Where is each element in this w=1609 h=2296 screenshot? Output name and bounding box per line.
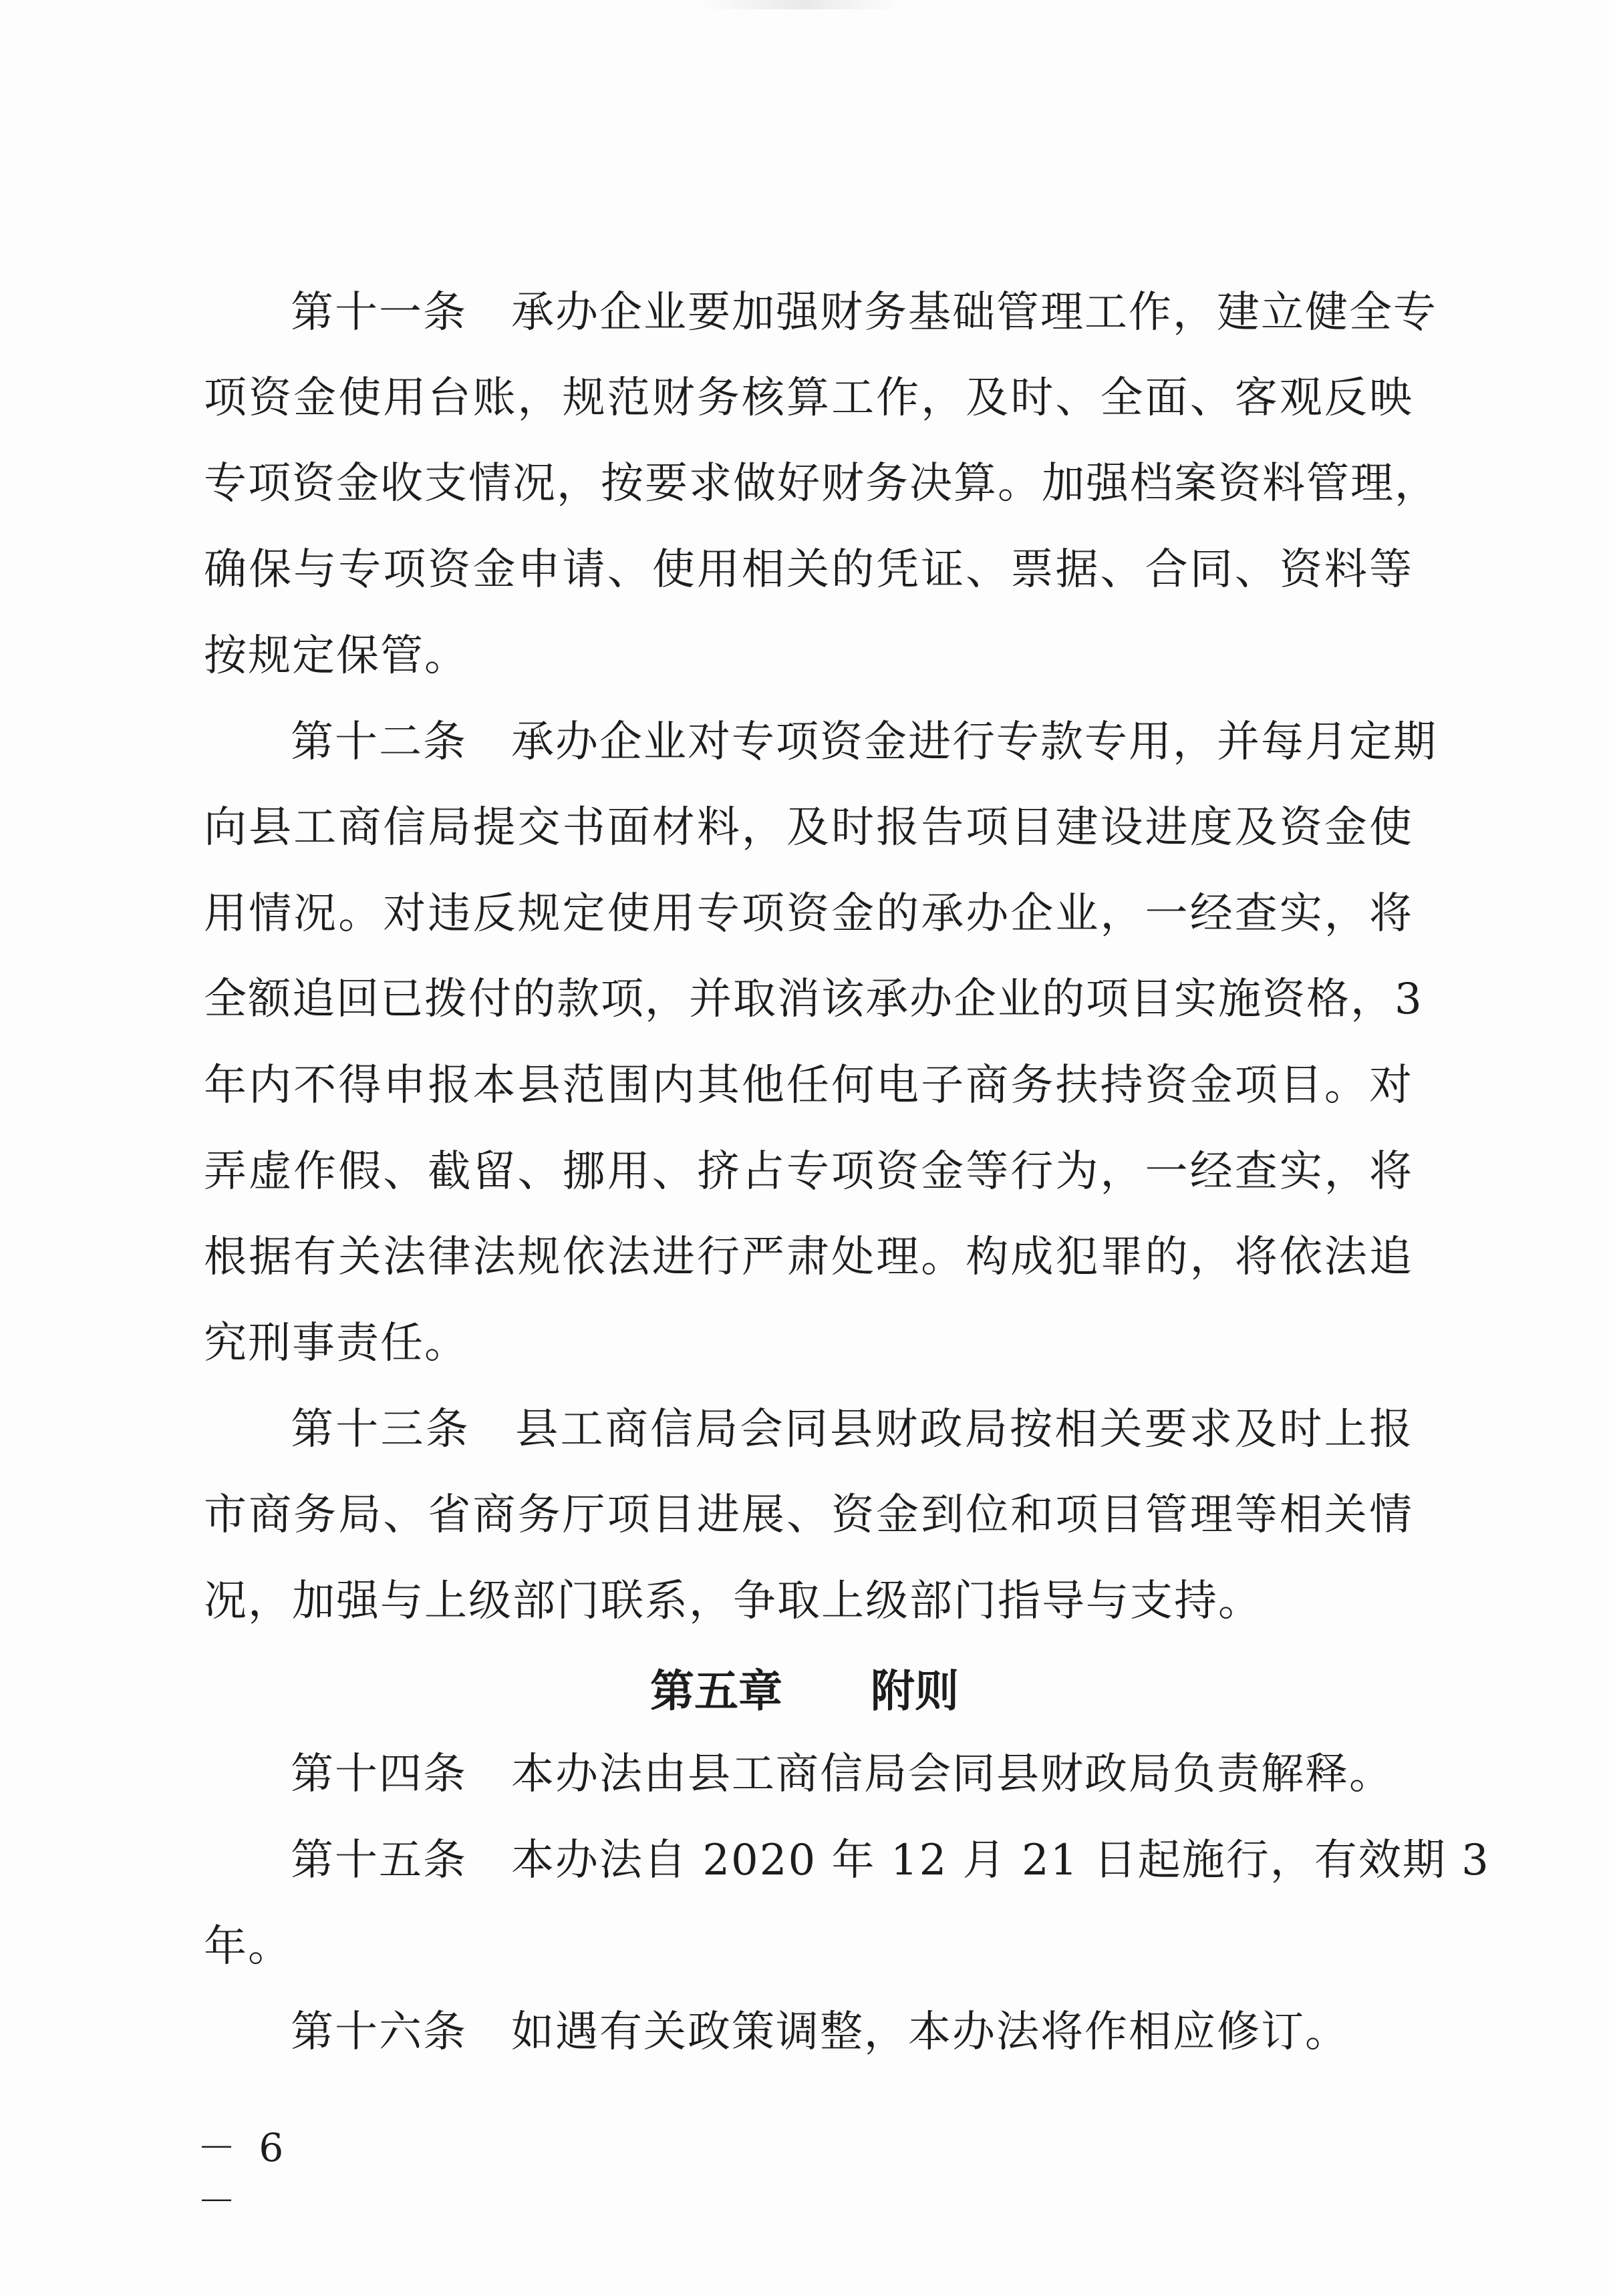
page-number: － 6 －: [197, 2125, 289, 2224]
article-12-line-3: 用情况。对违反规定使用专项资金的承办企业，一经查实，将: [204, 889, 1413, 939]
article-11-line-3: 专项资金收支情况，按要求做好财务决算。加强档案资料管理，: [204, 459, 1439, 508]
article-12-line-8: 究刑事责任。: [204, 1319, 468, 1368]
article-11-line-2: 项资金使用台账，规范财务核算工作，及时、全面、客观反映: [204, 373, 1413, 423]
article-13-line-1: 第十三条 县工商信局会同县财政局按相关要求及时上报: [291, 1405, 1413, 1454]
article-11-line-1: 第十一条 承办企业要加强财务基础管理工作，建立健全专: [291, 288, 1437, 337]
article-12-line-6: 弄虚作假、截留、挪用、挤占专项资金等行为，一经查实，将: [204, 1147, 1413, 1196]
article-12-line-4: 全额追回已拨付的款项，并取消该承办企业的项目实施资格，3: [204, 975, 1423, 1024]
article-13-line-2: 市商务局、省商务厅项目进展、资金到位和项目管理等相关情: [204, 1490, 1413, 1540]
article-12-line-2: 向县工商信局提交书面材料，及时报告项目建设进度及资金使: [204, 803, 1413, 852]
article-15-line-1: 第十五条 本办法自 2020 年 12 月 21 日起施行，有效期 3: [291, 1836, 1490, 1885]
scan-artifact: [702, 0, 902, 9]
article-12-line-7: 根据有关法律法规依法进行严肃处理。构成犯罪的，将依法追: [204, 1233, 1413, 1282]
article-14-line-1: 第十四条 本办法由县工商信局会同县财政局负责解释。: [291, 1750, 1393, 1799]
article-12-line-1: 第十二条 承办企业对专项资金进行专款专用，并每月定期: [291, 717, 1437, 767]
article-12-line-5: 年内不得申报本县范围内其他任何电子商务扶持资金项目。对: [204, 1061, 1413, 1110]
article-13-line-3: 况，加强与上级部门联系，争取上级部门指导与支持。: [204, 1577, 1262, 1626]
article-11-line-4: 确保与专项资金申请、使用相关的凭证、票据、合同、资料等: [204, 545, 1413, 595]
article-16-line-1: 第十六条 如遇有关政策调整，本办法将作相应修订。: [291, 2007, 1349, 2057]
article-11-line-5: 按规定保管。: [204, 631, 468, 681]
chapter-title: 第五章 附则: [650, 1665, 959, 1717]
article-15-line-2: 年。: [204, 1922, 292, 1971]
